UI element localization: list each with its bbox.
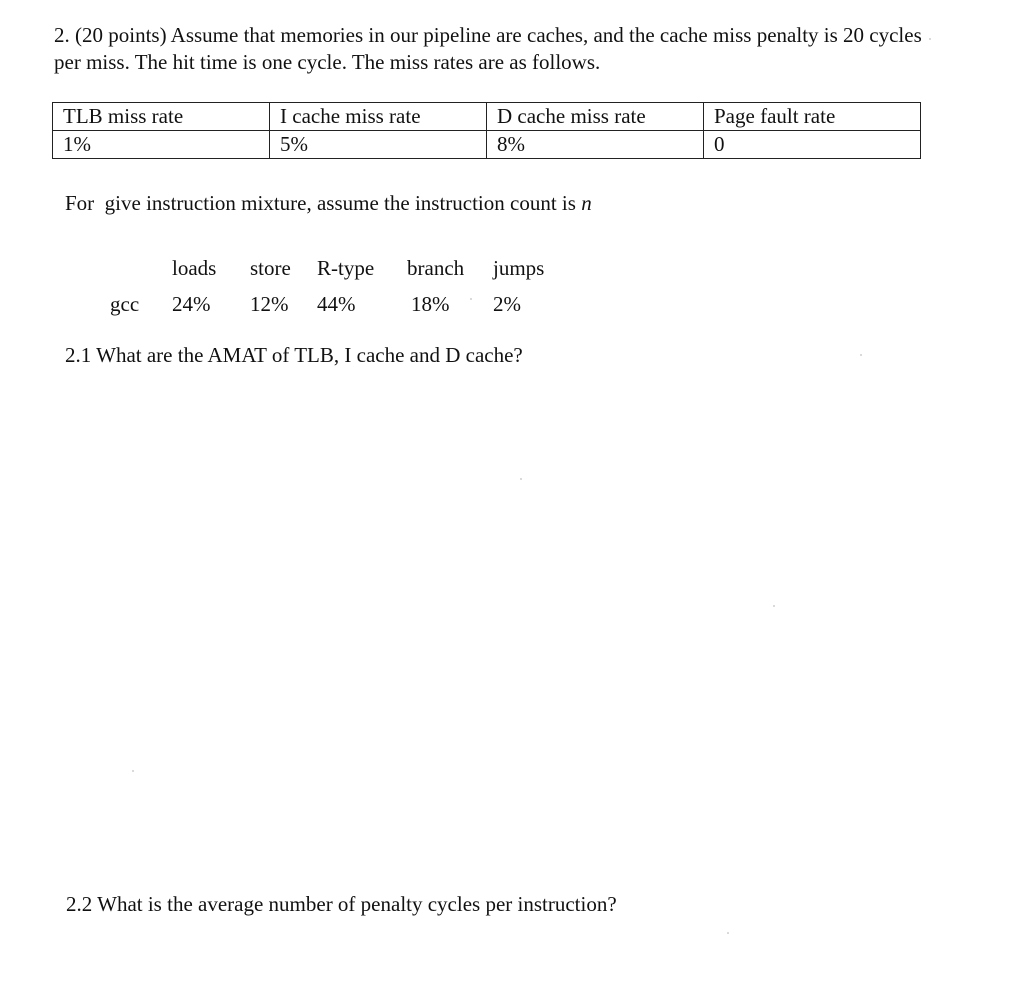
value-d-cache-miss-rate: 8%: [487, 131, 704, 159]
table-value-row: [53, 131, 921, 159]
mix-value-rtype: 44%: [317, 291, 356, 316]
instruction-mix-intro: [65, 190, 592, 217]
value-tlb-miss-rate: 1%: [53, 131, 270, 159]
header-d-cache-miss-rate: D cache miss rate: [487, 103, 704, 131]
mix-header-row: [100, 250, 544, 286]
scan-speck: [132, 770, 134, 772]
mix-value-store: 12%: [250, 291, 289, 316]
subquestion-2-2: 2.2 What is the average number of penalty cycles per instruction?: [66, 892, 617, 916]
scan-speck: [470, 298, 472, 300]
miss-rates-table: [52, 102, 921, 159]
header-i-cache-miss-rate: I cache miss rate: [270, 103, 487, 131]
mix-gcc-row: [100, 286, 544, 322]
header-page-fault-rate: Page fault rate: [704, 103, 921, 131]
mix-col-store: store: [250, 255, 291, 280]
mix-col-branch: branch: [407, 255, 465, 280]
question-header: 2. (20 points) Assume that memories in our pipeline are caches, and the cache miss penalty is 20 cycles per miss. The hit time is one cycle. The miss rates are as follows.: [54, 23, 922, 74]
mix-col-jumps: jumps: [493, 255, 545, 280]
instruction-count-variable: n: [581, 191, 592, 215]
scan-speck: [520, 478, 522, 480]
scan-speck: [727, 932, 729, 934]
scan-speck: [860, 354, 862, 356]
subquestion-2-1: 2.1 What are the AMAT of TLB, I cache and D cache?: [65, 343, 523, 367]
value-page-fault-rate: 0: [704, 131, 921, 159]
mix-col-rtype: R-type: [317, 255, 375, 280]
mix-value-branch: 18%: [411, 291, 450, 316]
table-header-row: [53, 103, 921, 131]
mix-value-loads: 24%: [172, 291, 211, 316]
scan-speck: [929, 38, 931, 40]
mix-col-loads: loads: [172, 255, 217, 280]
header-tlb-miss-rate: TLB miss rate: [53, 103, 270, 131]
intro-text: For give instruction mixture, assume the instruction count is: [65, 191, 582, 215]
mix-corner: [100, 250, 172, 286]
value-i-cache-miss-rate: 5%: [270, 131, 487, 159]
scan-speck: [773, 605, 775, 607]
mix-row-label-gcc: gcc: [110, 291, 140, 316]
mix-value-jumps: 2%: [493, 291, 521, 316]
instruction-mix-table: [100, 250, 544, 322]
